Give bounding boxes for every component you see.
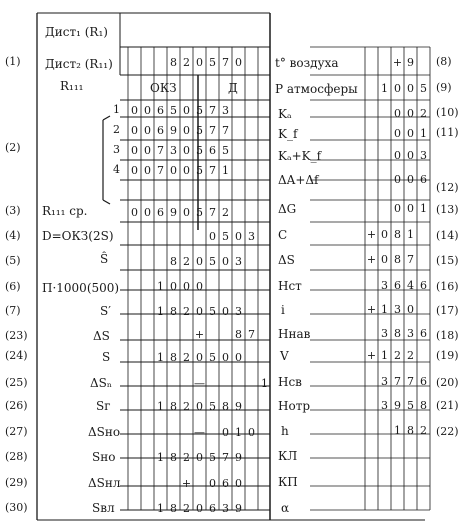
row-label: R₁₁₁ ср. bbox=[42, 204, 88, 218]
digit-cell: 0 bbox=[196, 56, 203, 69]
digit-cell: 8 bbox=[235, 328, 242, 341]
row-label: C bbox=[278, 228, 288, 242]
digit-cell: 0 bbox=[131, 144, 138, 157]
digit-cell: 0 bbox=[196, 502, 203, 515]
digit-cell: 0 bbox=[144, 124, 151, 137]
digit-cell: 0 bbox=[394, 107, 401, 120]
dist2-label: Дист₂ (R₁₁) bbox=[45, 57, 113, 71]
digit-cell: 5 bbox=[196, 124, 203, 137]
dist1-label: Дист₁ (R₁) bbox=[45, 25, 108, 39]
digit-cell: 1 bbox=[381, 82, 388, 95]
row-number: (16) bbox=[436, 280, 459, 293]
digit-cell: 7 bbox=[209, 104, 216, 117]
row-label: ΔA+Δf bbox=[278, 173, 319, 187]
row-number: (30) bbox=[5, 501, 28, 514]
digit-cell: 7 bbox=[407, 253, 414, 266]
digit-cell: 5 bbox=[209, 56, 216, 69]
digit-cell: 5 bbox=[209, 451, 216, 464]
digit-cell: 1 bbox=[394, 424, 401, 437]
digit-cell: 5 bbox=[209, 400, 216, 413]
digit-cell: 6 bbox=[209, 502, 216, 515]
row-number: (22) bbox=[436, 425, 459, 438]
digit-cell: 5 bbox=[407, 399, 414, 412]
digit-cell: 2 bbox=[183, 255, 190, 268]
digit-cell: 8 bbox=[170, 255, 177, 268]
digit-cell: 1 bbox=[420, 202, 427, 215]
digit-cell: 0 bbox=[196, 305, 203, 318]
row-label: Hотр bbox=[278, 399, 311, 413]
digit-cell: 2 bbox=[183, 400, 190, 413]
digit-cell: 0 bbox=[183, 124, 190, 137]
digit-cell: 2 bbox=[183, 451, 190, 464]
digit-cell: 0 bbox=[183, 164, 190, 177]
digit-cell: 0 bbox=[170, 280, 177, 293]
digit-cell: 5 bbox=[196, 206, 203, 219]
row-number: (21) bbox=[436, 399, 459, 412]
digit-cell: 0 bbox=[235, 477, 242, 490]
digit-cell: 8 bbox=[420, 399, 427, 412]
digit-cell: 5 bbox=[196, 164, 203, 177]
row-number: (6) bbox=[5, 280, 21, 293]
digit-cell: 8 bbox=[170, 400, 177, 413]
digit-cell: 0 bbox=[394, 127, 401, 140]
digit-cell: 2 bbox=[222, 206, 229, 219]
digit-cell: 7 bbox=[157, 144, 164, 157]
digit-cell: 1 bbox=[420, 127, 427, 140]
digit-cell: 0 bbox=[407, 82, 414, 95]
digit-cell: 1 bbox=[157, 305, 164, 318]
row-number: (2) bbox=[5, 141, 21, 154]
digit-cell: 6 bbox=[157, 124, 164, 137]
row-number: (4) bbox=[5, 229, 21, 242]
digit-cell: 3 bbox=[407, 327, 414, 340]
row-label: Hст bbox=[278, 279, 302, 293]
digit-cell: 0 bbox=[183, 280, 190, 293]
row-number: (26) bbox=[5, 399, 28, 412]
digit-cell: 2 bbox=[183, 56, 190, 69]
measure-number: 2 bbox=[113, 123, 120, 136]
sign-cell: + bbox=[181, 477, 192, 490]
digit-cell: 7 bbox=[209, 206, 216, 219]
row-number: (19) bbox=[436, 349, 459, 362]
digit-cell: 3 bbox=[248, 230, 255, 243]
row-label: Sно bbox=[92, 450, 116, 464]
digit-cell: 5 bbox=[420, 82, 427, 95]
digit-cell: 1 bbox=[157, 280, 164, 293]
digit-cell: 7 bbox=[407, 375, 414, 388]
row-label: K_f bbox=[278, 127, 298, 141]
digit-cell: 7 bbox=[394, 375, 401, 388]
digit-cell: 5 bbox=[222, 144, 229, 157]
row-label: ΔSно bbox=[88, 425, 121, 439]
row-label: V bbox=[280, 349, 289, 363]
digit-cell: 6 bbox=[209, 144, 216, 157]
row-number: (15) bbox=[436, 254, 459, 267]
digit-cell: 0 bbox=[183, 206, 190, 219]
row-label: КП bbox=[278, 475, 298, 489]
digit-cell: 0 bbox=[407, 149, 414, 162]
digit-cell: 0 bbox=[196, 255, 203, 268]
row-number: (13) bbox=[436, 203, 459, 216]
row-label: α bbox=[281, 501, 290, 515]
digit-cell: 9 bbox=[235, 400, 242, 413]
digit-cell: 8 bbox=[170, 502, 177, 515]
digit-cell: 6 bbox=[394, 279, 401, 292]
row-number: (28) bbox=[5, 450, 28, 463]
row-number: (23) bbox=[5, 329, 28, 342]
digit-cell: 7 bbox=[222, 451, 229, 464]
digit-cell: 0 bbox=[394, 173, 401, 186]
digit-cell: 5 bbox=[222, 230, 229, 243]
row-number: (8) bbox=[436, 55, 452, 68]
digit-cell: 7 bbox=[248, 328, 255, 341]
sign-cell: — bbox=[194, 426, 205, 439]
digit-cell: 1 bbox=[407, 228, 414, 241]
digit-cell: 0 bbox=[407, 173, 414, 186]
digit-cell: 6 bbox=[420, 375, 427, 388]
digit-cell: 1 bbox=[222, 164, 229, 177]
digit-cell: 5 bbox=[209, 351, 216, 364]
digit-cell: 2 bbox=[420, 424, 427, 437]
digit-cell: 9 bbox=[394, 399, 401, 412]
digit-cell: 0 bbox=[183, 104, 190, 117]
row-label: ΔS bbox=[278, 253, 295, 267]
sign-cell: + bbox=[194, 328, 205, 341]
digit-cell: 0 bbox=[235, 230, 242, 243]
digit-cell: 0 bbox=[381, 228, 388, 241]
row-label: ΔSₙ bbox=[90, 376, 113, 390]
row-number: (11) bbox=[436, 126, 459, 139]
digit-cell: 0 bbox=[131, 104, 138, 117]
digit-cell: 3 bbox=[381, 327, 388, 340]
r111-label: R₁₁₁ bbox=[60, 79, 84, 93]
digit-cell: 6 bbox=[222, 477, 229, 490]
digit-cell: 0 bbox=[407, 107, 414, 120]
brace bbox=[103, 116, 110, 120]
digit-cell: 0 bbox=[222, 351, 229, 364]
sign-cell: — bbox=[194, 377, 205, 390]
digit-cell: 0 bbox=[131, 164, 138, 177]
brace bbox=[103, 200, 110, 204]
digit-cell: 1 bbox=[157, 502, 164, 515]
digit-cell: 3 bbox=[170, 144, 177, 157]
row-label: S′ bbox=[100, 304, 111, 318]
row-label: P атмосферы bbox=[275, 82, 358, 96]
digit-cell: 7 bbox=[209, 124, 216, 137]
digit-cell: 9 bbox=[235, 502, 242, 515]
digit-cell: 6 bbox=[420, 327, 427, 340]
digit-cell: 8 bbox=[394, 228, 401, 241]
digit-cell: 0 bbox=[131, 206, 138, 219]
measure-number: 1 bbox=[113, 103, 120, 116]
digit-cell: 0 bbox=[209, 477, 216, 490]
okz-header: ОКЗ bbox=[150, 81, 177, 95]
digit-cell: 3 bbox=[222, 104, 229, 117]
row-number: (24) bbox=[5, 349, 28, 362]
measure-number: 3 bbox=[113, 143, 120, 156]
sign-cell: + bbox=[392, 56, 403, 69]
digit-cell: 5 bbox=[209, 305, 216, 318]
digit-cell: 0 bbox=[394, 82, 401, 95]
row-number: (27) bbox=[5, 425, 28, 438]
sign-cell: + bbox=[366, 228, 377, 241]
row-label: ΔSнл bbox=[88, 476, 121, 490]
digit-cell: 9 bbox=[170, 124, 177, 137]
digit-cell: 6 bbox=[157, 104, 164, 117]
digit-cell: 3 bbox=[381, 375, 388, 388]
row-label: Sвл bbox=[92, 501, 115, 515]
row-label: ΔS bbox=[93, 329, 110, 343]
sign-cell: + bbox=[366, 349, 377, 362]
digit-cell: 9 bbox=[407, 56, 414, 69]
row-label: t° воздуха bbox=[275, 56, 339, 70]
digit-cell: 7 bbox=[209, 164, 216, 177]
digit-cell: 1 bbox=[157, 451, 164, 464]
digit-cell: 2 bbox=[183, 502, 190, 515]
digit-cell: 0 bbox=[235, 351, 242, 364]
digit-cell: 0 bbox=[248, 426, 255, 439]
digit-cell: 2 bbox=[394, 349, 401, 362]
row-number: (5) bbox=[5, 254, 21, 267]
digit-cell: 0 bbox=[222, 426, 229, 439]
digit-cell: 6 bbox=[157, 206, 164, 219]
row-label: Kₐ+K_f bbox=[278, 149, 322, 163]
digit-cell: 3 bbox=[222, 502, 229, 515]
row-label: Ŝ bbox=[100, 252, 109, 266]
row-number: (17) bbox=[436, 304, 459, 317]
row-label: Hнав bbox=[278, 327, 311, 341]
digit-cell: 0 bbox=[144, 206, 151, 219]
row-label: Kₐ bbox=[278, 107, 292, 121]
d-header: Д bbox=[228, 81, 238, 95]
digit-cell: 0 bbox=[407, 202, 414, 215]
digit-cell: 8 bbox=[170, 305, 177, 318]
digit-cell: 0 bbox=[131, 124, 138, 137]
digit-cell: 1 bbox=[381, 303, 388, 316]
digit-cell: 3 bbox=[235, 305, 242, 318]
digit-cell: 5 bbox=[170, 104, 177, 117]
digit-cell: 1 bbox=[157, 400, 164, 413]
row-label: Sг bbox=[96, 399, 111, 413]
digit-cell: 0 bbox=[144, 164, 151, 177]
digit-cell: 1 bbox=[261, 377, 268, 390]
digit-cell: 7 bbox=[222, 124, 229, 137]
digit-cell: 8 bbox=[170, 56, 177, 69]
row-number: (3) bbox=[5, 204, 21, 217]
digit-cell: 5 bbox=[209, 255, 216, 268]
digit-cell: 3 bbox=[381, 279, 388, 292]
sign-cell: + bbox=[366, 253, 377, 266]
row-number: (14) bbox=[436, 229, 459, 242]
row-label: Hсв bbox=[278, 375, 302, 389]
digit-cell: 1 bbox=[235, 426, 242, 439]
digit-cell: 0 bbox=[222, 255, 229, 268]
digit-cell: 0 bbox=[196, 400, 203, 413]
digit-cell: 0 bbox=[144, 144, 151, 157]
digit-cell: 4 bbox=[407, 279, 414, 292]
sign-cell: + bbox=[366, 303, 377, 316]
digit-cell: 7 bbox=[157, 164, 164, 177]
digit-cell: 0 bbox=[394, 202, 401, 215]
digit-cell: 2 bbox=[183, 351, 190, 364]
row-number: (1) bbox=[5, 55, 21, 68]
digit-cell: 1 bbox=[157, 351, 164, 364]
digit-cell: 8 bbox=[407, 424, 414, 437]
digit-cell: 5 bbox=[196, 104, 203, 117]
digit-cell: 0 bbox=[144, 104, 151, 117]
digit-cell: 2 bbox=[420, 107, 427, 120]
digit-cell: 0 bbox=[196, 280, 203, 293]
digit-cell: 0 bbox=[394, 149, 401, 162]
digit-cell: 0 bbox=[183, 144, 190, 157]
row-number: (25) bbox=[5, 376, 28, 389]
digit-cell: 0 bbox=[235, 56, 242, 69]
digit-cell: 0 bbox=[407, 127, 414, 140]
row-number: (10) bbox=[436, 106, 459, 119]
digit-cell: 9 bbox=[170, 206, 177, 219]
digit-cell: 9 bbox=[235, 451, 242, 464]
row-number: (9) bbox=[436, 81, 452, 94]
digit-cell: 0 bbox=[222, 305, 229, 318]
row-label: i bbox=[281, 303, 285, 317]
digit-cell: 3 bbox=[394, 303, 401, 316]
digit-cell: 8 bbox=[170, 451, 177, 464]
row-label: h bbox=[281, 424, 289, 438]
row-number: (20) bbox=[436, 376, 459, 389]
digit-cell: 7 bbox=[222, 56, 229, 69]
digit-cell: 6 bbox=[420, 279, 427, 292]
row-label: D=ОКЗ(2S) bbox=[42, 229, 114, 243]
digit-cell: 6 bbox=[420, 173, 427, 186]
digit-cell: 3 bbox=[381, 399, 388, 412]
measure-number: 4 bbox=[113, 163, 120, 176]
row-label: S bbox=[102, 350, 111, 364]
row-label: КЛ bbox=[278, 449, 298, 463]
row-number: (7) bbox=[5, 304, 21, 317]
digit-cell: 2 bbox=[183, 305, 190, 318]
row-number: (29) bbox=[5, 476, 28, 489]
row-label: ΔG bbox=[278, 202, 297, 216]
digit-cell: 8 bbox=[222, 400, 229, 413]
row-label: П·1000(500) bbox=[42, 281, 120, 295]
digit-cell: 0 bbox=[209, 230, 216, 243]
digit-cell: 8 bbox=[170, 351, 177, 364]
digit-cell: 2 bbox=[407, 349, 414, 362]
digit-cell: 0 bbox=[196, 451, 203, 464]
row-number: (18) bbox=[436, 329, 459, 342]
row-number: (12) bbox=[436, 181, 459, 194]
digit-cell: 0 bbox=[381, 253, 388, 266]
digit-cell: 5 bbox=[196, 144, 203, 157]
digit-cell: 1 bbox=[381, 349, 388, 362]
digit-cell: 3 bbox=[235, 255, 242, 268]
digit-cell: 0 bbox=[196, 351, 203, 364]
digit-cell: 8 bbox=[394, 253, 401, 266]
digit-cell: 0 bbox=[407, 303, 414, 316]
digit-cell: 3 bbox=[420, 149, 427, 162]
digit-cell: 0 bbox=[170, 164, 177, 177]
digit-cell: 8 bbox=[394, 327, 401, 340]
